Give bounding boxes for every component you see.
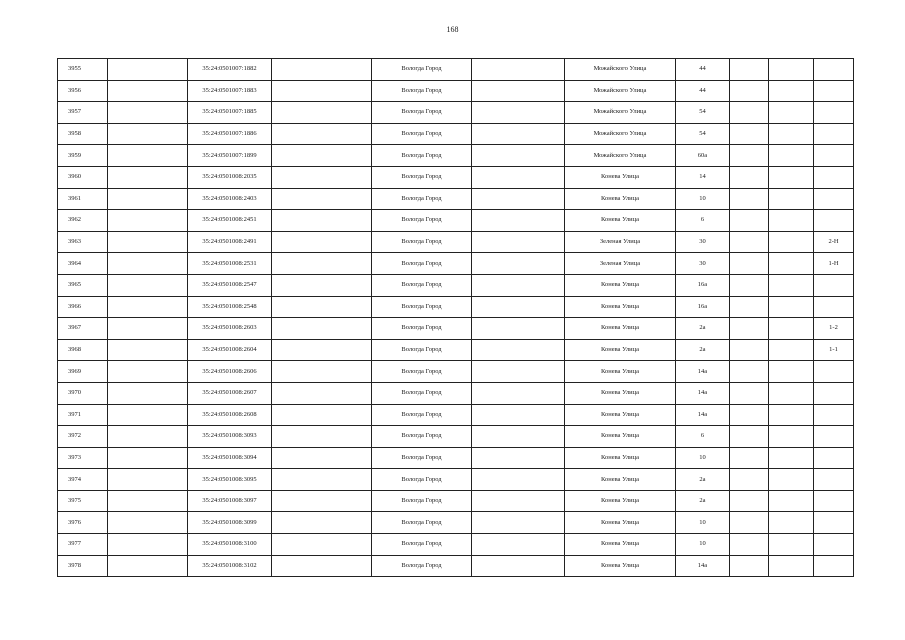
house-number-cell: 30 [676, 231, 730, 253]
empty-cell-4 [730, 145, 769, 167]
empty-cell-3 [472, 123, 565, 145]
table-row [58, 123, 854, 145]
empty-cell-5 [769, 274, 814, 296]
house-number-cell: 2а [676, 339, 730, 361]
city-cell: Вологда Город [372, 339, 472, 361]
empty-cell-4 [730, 555, 769, 577]
table-row [58, 404, 854, 426]
empty-cell-1 [108, 339, 188, 361]
empty-cell-5 [769, 361, 814, 383]
cadastral-number-cell: 35:24:0501008:2604 [188, 339, 272, 361]
row-number-cell: 3972 [58, 426, 108, 448]
cadastral-number-cell: 35:24:0501008:2451 [188, 210, 272, 232]
empty-cell-1 [108, 490, 188, 512]
empty-cell-5 [769, 80, 814, 102]
empty-cell-2 [272, 318, 372, 340]
empty-cell-2 [272, 145, 372, 167]
empty-cell-2 [272, 80, 372, 102]
city-cell: Вологда Город [372, 296, 472, 318]
table-row [58, 469, 854, 491]
house-number-cell: 16а [676, 274, 730, 296]
row-number-cell: 3970 [58, 382, 108, 404]
cadastral-number-cell: 35:24:0501008:2606 [188, 361, 272, 383]
house-number-cell: 44 [676, 80, 730, 102]
premises-number-cell [814, 80, 854, 102]
street-cell: Зеленая Улица [565, 253, 676, 275]
row-number-cell: 3973 [58, 447, 108, 469]
row-number-cell: 3960 [58, 166, 108, 188]
city-cell: Вологда Город [372, 490, 472, 512]
empty-cell-4 [730, 382, 769, 404]
empty-cell-5 [769, 102, 814, 124]
empty-cell-4 [730, 296, 769, 318]
cadastral-number-cell: 35:24:0501007:1886 [188, 123, 272, 145]
empty-cell-2 [272, 296, 372, 318]
street-cell: Конева Улица [565, 404, 676, 426]
premises-number-cell [814, 59, 854, 81]
empty-cell-1 [108, 253, 188, 275]
city-cell: Вологда Город [372, 469, 472, 491]
table-row [58, 145, 854, 167]
row-number-cell: 3965 [58, 274, 108, 296]
empty-cell-4 [730, 534, 769, 556]
cadastral-number-cell: 35:24:0501008:2403 [188, 188, 272, 210]
table-row [58, 490, 854, 512]
house-number-cell: 6 [676, 210, 730, 232]
street-cell: Конева Улица [565, 361, 676, 383]
empty-cell-5 [769, 447, 814, 469]
city-cell: Вологда Город [372, 145, 472, 167]
cadastral-number-cell: 35:24:0501008:3094 [188, 447, 272, 469]
row-number-cell: 3976 [58, 512, 108, 534]
street-cell: Конева Улица [565, 490, 676, 512]
empty-cell-4 [730, 339, 769, 361]
city-cell: Вологда Город [372, 166, 472, 188]
city-cell: Вологда Город [372, 231, 472, 253]
empty-cell-3 [472, 490, 565, 512]
premises-number-cell [814, 296, 854, 318]
house-number-cell: 10 [676, 447, 730, 469]
empty-cell-5 [769, 188, 814, 210]
premises-number-cell [814, 426, 854, 448]
city-cell: Вологда Город [372, 318, 472, 340]
empty-cell-3 [472, 102, 565, 124]
empty-cell-1 [108, 231, 188, 253]
empty-cell-4 [730, 469, 769, 491]
empty-cell-5 [769, 382, 814, 404]
street-cell: Конева Улица [565, 210, 676, 232]
house-number-cell: 44 [676, 59, 730, 81]
empty-cell-4 [730, 253, 769, 275]
row-number-cell: 3974 [58, 469, 108, 491]
empty-cell-5 [769, 490, 814, 512]
empty-cell-4 [730, 274, 769, 296]
empty-cell-3 [472, 59, 565, 81]
premises-number-cell [814, 534, 854, 556]
empty-cell-2 [272, 534, 372, 556]
row-number-cell: 3955 [58, 59, 108, 81]
premises-number-cell [814, 188, 854, 210]
house-number-cell: 2а [676, 490, 730, 512]
table-row [58, 166, 854, 188]
premises-number-cell [814, 361, 854, 383]
empty-cell-2 [272, 231, 372, 253]
empty-cell-1 [108, 145, 188, 167]
premises-number-cell [814, 102, 854, 124]
city-cell: Вологда Город [372, 426, 472, 448]
empty-cell-3 [472, 361, 565, 383]
empty-cell-3 [472, 512, 565, 534]
empty-cell-3 [472, 210, 565, 232]
empty-cell-4 [730, 490, 769, 512]
empty-cell-5 [769, 555, 814, 577]
empty-cell-1 [108, 274, 188, 296]
street-cell: Конева Улица [565, 447, 676, 469]
empty-cell-3 [472, 231, 565, 253]
empty-cell-3 [472, 166, 565, 188]
premises-number-cell: 1-2 [814, 318, 854, 340]
house-number-cell: 54 [676, 102, 730, 124]
house-number-cell: 10 [676, 534, 730, 556]
cadastral-number-cell: 35:24:0501007:1883 [188, 80, 272, 102]
city-cell: Вологда Город [372, 361, 472, 383]
empty-cell-2 [272, 490, 372, 512]
empty-cell-4 [730, 123, 769, 145]
empty-cell-3 [472, 404, 565, 426]
empty-cell-4 [730, 512, 769, 534]
empty-cell-3 [472, 447, 565, 469]
empty-cell-3 [472, 145, 565, 167]
empty-cell-1 [108, 512, 188, 534]
empty-cell-5 [769, 253, 814, 275]
table-row [58, 59, 854, 81]
table-row [58, 102, 854, 124]
empty-cell-3 [472, 382, 565, 404]
table-row [58, 80, 854, 102]
house-number-cell: 30 [676, 253, 730, 275]
empty-cell-1 [108, 361, 188, 383]
cadastral-number-cell: 35:24:0501008:3099 [188, 512, 272, 534]
table-row [58, 361, 854, 383]
empty-cell-3 [472, 339, 565, 361]
row-number-cell: 3967 [58, 318, 108, 340]
premises-number-cell [814, 490, 854, 512]
empty-cell-1 [108, 80, 188, 102]
empty-cell-5 [769, 512, 814, 534]
empty-cell-4 [730, 426, 769, 448]
row-number-cell: 3971 [58, 404, 108, 426]
cadastral-number-cell: 35:24:0501008:2607 [188, 382, 272, 404]
empty-cell-3 [472, 188, 565, 210]
row-number-cell: 3963 [58, 231, 108, 253]
premises-number-cell [814, 447, 854, 469]
house-number-cell: 10 [676, 188, 730, 210]
cadastral-number-cell: 35:24:0501008:2548 [188, 296, 272, 318]
empty-cell-3 [472, 318, 565, 340]
empty-cell-4 [730, 447, 769, 469]
cadastral-number-cell: 35:24:0501007:1899 [188, 145, 272, 167]
empty-cell-2 [272, 447, 372, 469]
row-number-cell: 3958 [58, 123, 108, 145]
page-number: 168 [446, 25, 459, 34]
empty-cell-5 [769, 426, 814, 448]
table-row [58, 231, 854, 253]
house-number-cell: 14а [676, 382, 730, 404]
row-number-cell: 3968 [58, 339, 108, 361]
city-cell: Вологда Город [372, 123, 472, 145]
empty-cell-5 [769, 166, 814, 188]
empty-cell-2 [272, 59, 372, 81]
city-cell: Вологда Город [372, 274, 472, 296]
cadastral-number-cell: 35:24:0501008:3102 [188, 555, 272, 577]
street-cell: Конева Улица [565, 296, 676, 318]
empty-cell-1 [108, 188, 188, 210]
empty-cell-2 [272, 123, 372, 145]
street-cell: Конева Улица [565, 426, 676, 448]
house-number-cell: 14а [676, 404, 730, 426]
city-cell: Вологда Город [372, 404, 472, 426]
premises-number-cell [814, 210, 854, 232]
empty-cell-2 [272, 404, 372, 426]
cadastral-number-cell: 35:24:0501008:2035 [188, 166, 272, 188]
row-number-cell: 3959 [58, 145, 108, 167]
premises-number-cell [814, 404, 854, 426]
empty-cell-1 [108, 296, 188, 318]
empty-cell-5 [769, 318, 814, 340]
empty-cell-2 [272, 210, 372, 232]
empty-cell-1 [108, 404, 188, 426]
street-cell: Конева Улица [565, 382, 676, 404]
street-cell: Конева Улица [565, 469, 676, 491]
cadastral-number-cell: 35:24:0501008:2531 [188, 253, 272, 275]
empty-cell-1 [108, 102, 188, 124]
empty-cell-3 [472, 469, 565, 491]
street-cell: Можайского Улица [565, 123, 676, 145]
table-row [58, 426, 854, 448]
city-cell: Вологда Город [372, 80, 472, 102]
table-row [58, 210, 854, 232]
city-cell: Вологда Город [372, 382, 472, 404]
city-cell: Вологда Город [372, 253, 472, 275]
table-row [58, 296, 854, 318]
cadastral-number-cell: 35:24:0501007:1885 [188, 102, 272, 124]
table-row [58, 534, 854, 556]
table-row [58, 512, 854, 534]
empty-cell-4 [730, 210, 769, 232]
table-row [58, 555, 854, 577]
row-number-cell: 3969 [58, 361, 108, 383]
empty-cell-2 [272, 382, 372, 404]
empty-cell-4 [730, 361, 769, 383]
premises-number-cell [814, 123, 854, 145]
empty-cell-1 [108, 59, 188, 81]
row-number-cell: 3964 [58, 253, 108, 275]
empty-cell-4 [730, 404, 769, 426]
empty-cell-1 [108, 166, 188, 188]
row-number-cell: 3966 [58, 296, 108, 318]
row-number-cell: 3977 [58, 534, 108, 556]
house-number-cell: 2а [676, 469, 730, 491]
premises-number-cell [814, 274, 854, 296]
table-row [58, 382, 854, 404]
premises-number-cell [814, 166, 854, 188]
empty-cell-1 [108, 469, 188, 491]
cadastral-number-cell: 35:24:0501008:2603 [188, 318, 272, 340]
empty-cell-1 [108, 123, 188, 145]
empty-cell-1 [108, 447, 188, 469]
empty-cell-5 [769, 145, 814, 167]
registry-table-body [58, 59, 854, 577]
house-number-cell: 16а [676, 296, 730, 318]
cadastral-number-cell: 35:24:0501008:2608 [188, 404, 272, 426]
row-number-cell: 3962 [58, 210, 108, 232]
street-cell: Можайского Улица [565, 59, 676, 81]
empty-cell-5 [769, 123, 814, 145]
empty-cell-5 [769, 210, 814, 232]
street-cell: Можайского Улица [565, 102, 676, 124]
empty-cell-3 [472, 555, 565, 577]
house-number-cell: 60а [676, 145, 730, 167]
empty-cell-5 [769, 296, 814, 318]
empty-cell-3 [472, 253, 565, 275]
table-row [58, 253, 854, 275]
premises-number-cell [814, 555, 854, 577]
street-cell: Конева Улица [565, 166, 676, 188]
premises-number-cell: 2-Н [814, 231, 854, 253]
table-row [58, 274, 854, 296]
street-cell: Конева Улица [565, 274, 676, 296]
empty-cell-4 [730, 231, 769, 253]
street-cell: Конева Улица [565, 534, 676, 556]
empty-cell-2 [272, 188, 372, 210]
empty-cell-5 [769, 534, 814, 556]
house-number-cell: 54 [676, 123, 730, 145]
street-cell: Конева Улица [565, 188, 676, 210]
house-number-cell: 6 [676, 426, 730, 448]
table-row [58, 339, 854, 361]
cadastral-number-cell: 35:24:0501008:3100 [188, 534, 272, 556]
empty-cell-1 [108, 210, 188, 232]
empty-cell-4 [730, 188, 769, 210]
city-cell: Вологда Город [372, 555, 472, 577]
row-number-cell: 3975 [58, 490, 108, 512]
city-cell: Вологда Город [372, 447, 472, 469]
house-number-cell: 14 [676, 166, 730, 188]
house-number-cell: 10 [676, 512, 730, 534]
empty-cell-3 [472, 426, 565, 448]
empty-cell-1 [108, 534, 188, 556]
house-number-cell: 14а [676, 361, 730, 383]
empty-cell-1 [108, 382, 188, 404]
premises-number-cell [814, 469, 854, 491]
cadastral-number-cell: 35:24:0501008:3095 [188, 469, 272, 491]
empty-cell-3 [472, 296, 565, 318]
cadastral-number-cell: 35:24:0501008:3097 [188, 490, 272, 512]
street-cell: Зеленая Улица [565, 231, 676, 253]
premises-number-cell: 1-1 [814, 339, 854, 361]
city-cell: Вологда Город [372, 59, 472, 81]
house-number-cell: 14а [676, 555, 730, 577]
empty-cell-1 [108, 318, 188, 340]
empty-cell-3 [472, 80, 565, 102]
row-number-cell: 3961 [58, 188, 108, 210]
street-cell: Конева Улица [565, 339, 676, 361]
registry-table [57, 58, 854, 577]
premises-number-cell: 1-Н [814, 253, 854, 275]
empty-cell-4 [730, 102, 769, 124]
street-cell: Можайского Улица [565, 80, 676, 102]
cadastral-number-cell: 35:24:0501008:2547 [188, 274, 272, 296]
premises-number-cell [814, 382, 854, 404]
empty-cell-2 [272, 469, 372, 491]
premises-number-cell [814, 145, 854, 167]
empty-cell-2 [272, 361, 372, 383]
empty-cell-2 [272, 555, 372, 577]
street-cell: Конева Улица [565, 512, 676, 534]
empty-cell-2 [272, 339, 372, 361]
empty-cell-4 [730, 318, 769, 340]
cadastral-number-cell: 35:24:0501008:3093 [188, 426, 272, 448]
empty-cell-2 [272, 512, 372, 534]
empty-cell-2 [272, 102, 372, 124]
row-number-cell: 3956 [58, 80, 108, 102]
empty-cell-5 [769, 404, 814, 426]
empty-cell-2 [272, 426, 372, 448]
cadastral-number-cell: 35:24:0501008:2491 [188, 231, 272, 253]
table-row [58, 188, 854, 210]
empty-cell-4 [730, 166, 769, 188]
city-cell: Вологда Город [372, 210, 472, 232]
row-number-cell: 3957 [58, 102, 108, 124]
empty-cell-3 [472, 534, 565, 556]
empty-cell-1 [108, 426, 188, 448]
city-cell: Вологда Город [372, 512, 472, 534]
street-cell: Конева Улица [565, 318, 676, 340]
street-cell: Можайского Улица [565, 145, 676, 167]
empty-cell-5 [769, 231, 814, 253]
city-cell: Вологда Город [372, 102, 472, 124]
city-cell: Вологда Город [372, 188, 472, 210]
empty-cell-4 [730, 80, 769, 102]
empty-cell-2 [272, 253, 372, 275]
empty-cell-2 [272, 274, 372, 296]
empty-cell-5 [769, 59, 814, 81]
street-cell: Конева Улица [565, 555, 676, 577]
house-number-cell: 2а [676, 318, 730, 340]
empty-cell-1 [108, 555, 188, 577]
city-cell: Вологда Город [372, 534, 472, 556]
premises-number-cell [814, 512, 854, 534]
empty-cell-5 [769, 469, 814, 491]
row-number-cell: 3978 [58, 555, 108, 577]
table-row [58, 318, 854, 340]
empty-cell-4 [730, 59, 769, 81]
cadastral-number-cell: 35:24:0501007:1882 [188, 59, 272, 81]
empty-cell-3 [472, 274, 565, 296]
empty-cell-5 [769, 339, 814, 361]
empty-cell-2 [272, 166, 372, 188]
table-row [58, 447, 854, 469]
